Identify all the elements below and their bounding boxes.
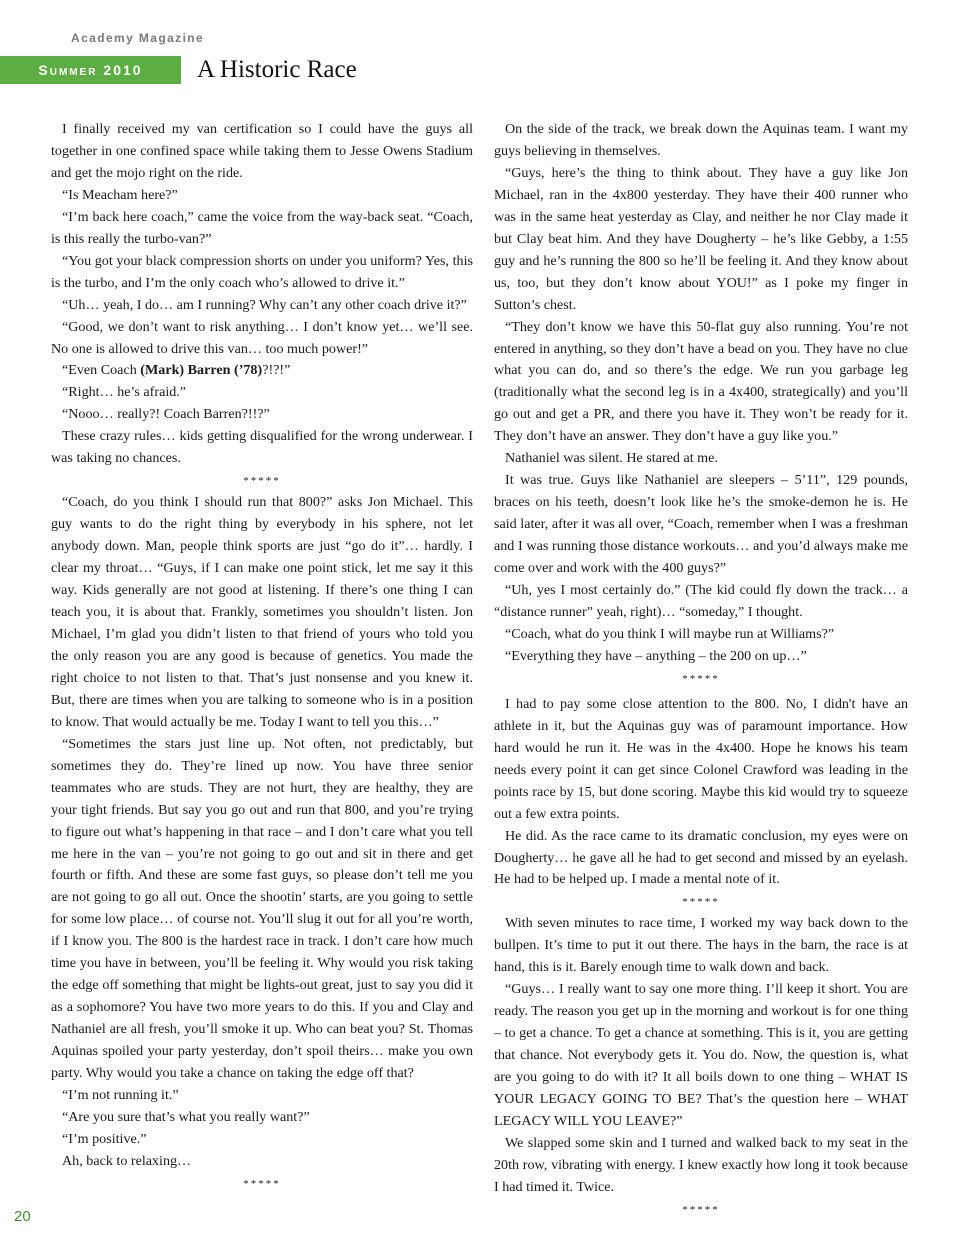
paragraph: Nathaniel was silent. He stared at me.: [505, 450, 718, 467]
class-year: (’78): [234, 362, 263, 379]
paragraph: “Coach, do you think I should run that 800?” asks Jon Michael. This guy wants to do the right thing by everybody in his sphere, not let anybody down. Man, people think sports are just “go do it”… hardly. I clear my throat… “Guys, if I can make one point stick, let me say it this way. Kids generally are not good at listening. If there’s one thing I can teach you, it is about that. Frankly, sometimes you shouldn’t listen. Jon Michael, I’m glad you didn’t listen to that friend of yours who told you the only reason you are any good is because of genetics. You made the right choice to not listen to that. That’s just nonsense and you knew it. But, there are times when you are talking to someone who is in a position to know. That would actually be me. Today I want to tell you this…”: [51, 494, 473, 730]
section-separator: *****: [682, 672, 720, 685]
paragraph: “You got your black compression shorts on under you uniform? Yes, this is the turbo, and I’m the only coach who’s allowed to drive it.”: [51, 252, 473, 291]
paragraph: “Good, we don’t want to risk anything… I don’t know yet… we’ll see. No one is allowed to drive this van… too much power!”: [51, 318, 473, 357]
paragraph: He did. As the race came to its dramatic conclusion, my eyes were on Dougherty… he gave all he had to get second and missed by an eyelash. He had to be helped up. I made a mental note of it.: [494, 827, 908, 888]
section-separator: *****: [243, 1177, 281, 1190]
text-run: ?!?!”: [262, 362, 291, 379]
paragraph: “Uh, yes I most certainly do.” (The kid could fly down the track… a “distance runner” yeah, right)… “someday,” I thought.: [494, 582, 908, 620]
paragraph: “I’m positive.”: [62, 1130, 147, 1147]
article-title: A Historic Race: [197, 56, 357, 83]
section-separator: *****: [682, 1203, 720, 1216]
paragraph: With seven minutes to race time, I worked my way back down to the bullpen. It’s time to put it out there. The hays in the barn, the race is at hand, this is it. Barely enough time to walk down and back.: [494, 915, 908, 976]
section-separator: *****: [682, 896, 720, 909]
name-mark: (Mark): [140, 362, 185, 379]
paragraph: [51, 360, 473, 382]
paragraph: “Uh… yeah, I do… am I running? Why can’t any other coach drive it?”: [62, 296, 467, 313]
paragraph: “Right… he’s afraid.”: [62, 384, 187, 401]
paragraph: “Nooo… really?! Coach Barren?!!?”: [62, 406, 270, 423]
paragraph: “They don’t know we have this 50-flat guy also running. You’re not entered in anything, so they don’t have a bead on you. They have no clue what you can do, and so there’s the edge. We run you garbage leg (traditionally what the second leg is in a 4x400, strategically) and you’ll go out and get a PR, and there you have it. They won’t be ready for it. They don’t have an answer. They don’t have a guy like you.”: [494, 318, 908, 445]
magazine-name: Academy Magazine: [71, 31, 205, 45]
paragraph: “Everything they have – anything – the 200 on up…”: [505, 647, 807, 664]
section-separator: *****: [243, 475, 281, 488]
paragraph: These crazy rules… kids getting disqualified for the wrong underwear. I was taking no chances.: [51, 428, 473, 467]
paragraph: I finally received my van certification so I could have the guys all together in one confined space while taking them to Jesse Owens Stadium and get the mojo right on the ride.: [51, 121, 473, 181]
paragraph: “Is Meacham here?”: [62, 186, 178, 203]
paragraph: “Coach, what do you think I will maybe run at Williams?”: [505, 625, 835, 642]
left-column: [51, 119, 473, 1195]
season-badge: Summer 2010: [0, 56, 181, 84]
paragraph: “I’m back here coach,” came the voice from the way-back seat. “Coach, is this really the turbo-van?”: [51, 208, 473, 247]
paragraph: “Guys… I really want to say one more thing. I’ll keep it short. You are ready. The reason you get up in the morning and workout is for one thing – to get a chance. To get a chance at something. This is it, you are getting that chance. Not everybody gets it. You do. Now, the question is, what are you going to do with it? It all boils down to one thing – WHAT IS YOUR LEGACY GOING TO BE? That’s the question here – WHAT LEGACY WILL YOU LEAVE?”: [494, 981, 908, 1129]
paragraph: We slapped some skin and I turned and walked back to my seat in the 20th row, vibrating with energy. I knew exactly how long it took because I had timed it. Twice.: [494, 1134, 908, 1195]
paragraph: On the side of the track, we break down the Aquinas team. I want my guys believing in themselves.: [494, 121, 908, 159]
paragraph: “I’m not running it.”: [62, 1086, 179, 1103]
right-column: [494, 119, 908, 1221]
paragraph: It was true. Guys like Nathaniel are sleepers – 5’11”, 129 pounds, braces on his teeth, doesn’t look like he’s the smoke-demon he is. He said later, after it was all over, “Coach, remember when I was a freshman and I was running those distance workouts… and you’d always make me come over and work with the 400 guys?”: [494, 472, 908, 577]
name-barren: Barren: [187, 362, 231, 379]
paragraph: “Guys, here’s the thing to think about. They have a guy like Jon Michael, ran in the 4x800 yesterday. They have their 400 runner who was in the same heat yesterday as Clay, and neither he nor Clay made it but Clay beat him. And they have Dougherty – he’s like Gebby, a 1:55 guy and he’s running the 800 so he’ll be feeling it. And they know about us, too, but they don’t know about YOU!” as I poke my finger in Sutton’s chest.: [494, 164, 908, 313]
paragraph: I had to pay some close attention to the 800. No, I didn't have an athlete in it, but the Aquinas guy was of paramount importance. How hard would he run it. He was in the 4x400. Hope he knows his team needs every point it can get since Colonel Crawford was leading in the points race by 15, but done scoring. Maybe this kid would try to squeeze out a few extra points.: [494, 695, 908, 822]
paragraph: “Sometimes the stars just line up. Not often, not predictably, but sometimes they do. They’re lined up now. You have three senior teammates who are studs. They are not hurt, they are healthy, they are your tight friends. But say you go out and run that 800, and you’re trying to figure out what’s happening in that race – and I don’t care what you tell me here in the van – you’re not going to go out and sit in there and get fourth or fifth. And these are some fast guys, so please don’t tell me you are not going to go all out. Once the shootin’ starts, are you going to settle for some low place… of course not. You’ll slug it out for all you’re worth, if I know you. The 800 is the hardest race in track. I don’t care how much time you have in between, you’ll be feeling it. Why would you risk taking the edge off something that might be lights-out great, just to say you did it as a sophomore? You have two more years to do this. If you and Clay and Nathaniel are all fresh, you’ll smoke it up. Who can beat you? St. Thomas Aquinas spoiled your party yesterday, don’t spoil theirs… make you own party. Why would you take a chance on taking the edge off that?: [51, 735, 473, 1082]
text-run: “Even Coach: [62, 362, 141, 379]
page-number: 20: [14, 1208, 31, 1225]
paragraph: Ah, back to relaxing…: [62, 1152, 192, 1169]
paragraph: “Are you sure that’s what you really want?”: [62, 1108, 310, 1125]
